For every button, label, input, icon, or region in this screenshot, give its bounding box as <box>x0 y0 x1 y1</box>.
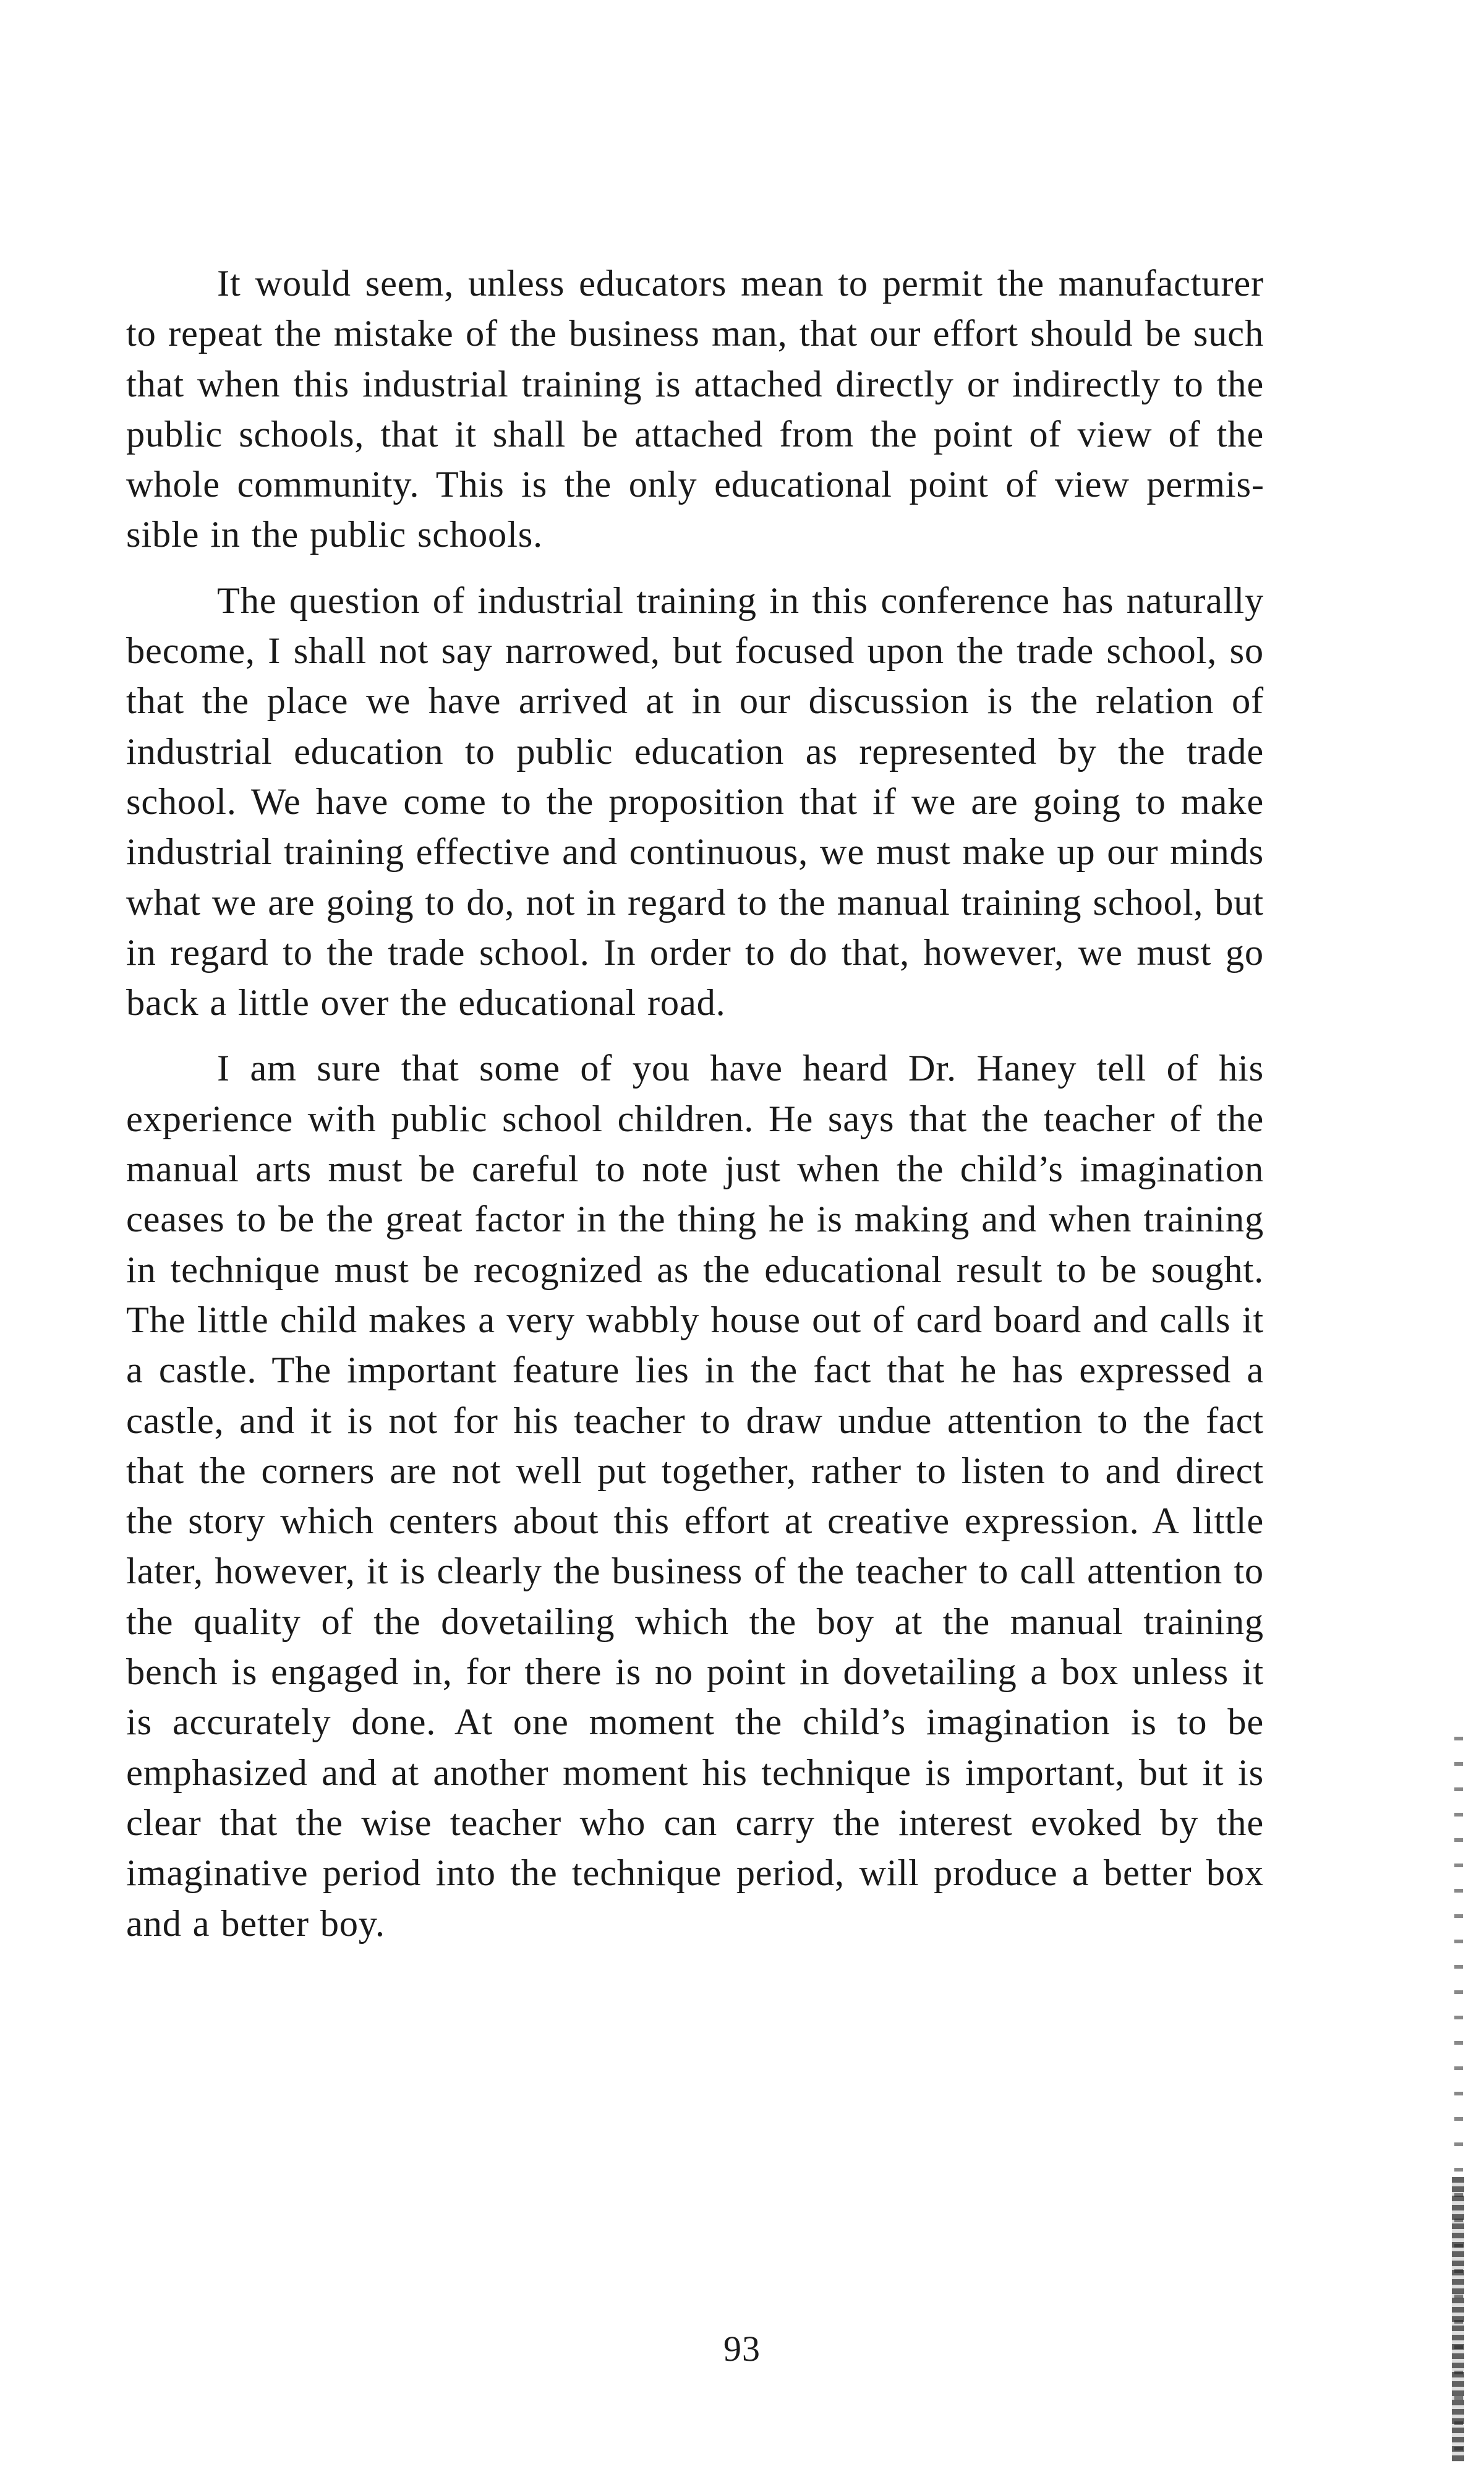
paragraph-3: I am sure that some of you have heard Dr. Haney tell of his experience with public school children. He says that the teacher of the manual arts must be careful to note just when the child’s imagination ceases to be the great factor in the thing he is making and when training in technique must be recognized as the educational result to be sought. The little child makes a very wabbly house out of card board and calls it a castle. The important feature lies in the fact that he has expressed a castle, and it is not for his teacher to draw undue attention to the fact that the corners are not well put together, rather to listen to and direct the story which centers about this effort at creative expression. A little later, however, it is clearly the business of the teacher to call attention to the quality of the dovetailing which the boy at the manual training bench is engaged in, for there is no point in dovetailing a box unless it is accurately done. At one moment the child’s imagination is to be emphasized and at another moment his technique is important, but it is clear that the wise teacher who can carry the interest evoked by the imaginative period into the technique period, will produce a better box and a better boy. <box>126 1048 1264 1945</box>
paragraph-2: The question of industrial training in this conference has naturally become, I shall not say narrowed, but focused upon the trade school, so that the place we have arrived at in our discussion is the relation of industrial education to public education as represented by the trade school. We have come to the proposition that if we are going to make industrial training effective and continuous, we must make up our minds what we are going to do, not in regard to the manual training school, but in regard to the trade school. In order to do that, however, we must go back a little over the educational road. <box>126 580 1264 1024</box>
scan-edge-artifact-lower <box>1452 2177 1464 2462</box>
body-text <box>126 259 1264 1949</box>
page-number: 93 <box>723 2329 761 2369</box>
paragraph-1: It would seem, unless educators mean to permit the manufacturer to repeat the mistake of the business man, that our effort should be such that when this industrial training is attached directly or indirectly to the public schools, that it shall be attached from the point of view of the whole community. This is the only educational point of view permissible in the public schools. <box>126 263 1264 556</box>
